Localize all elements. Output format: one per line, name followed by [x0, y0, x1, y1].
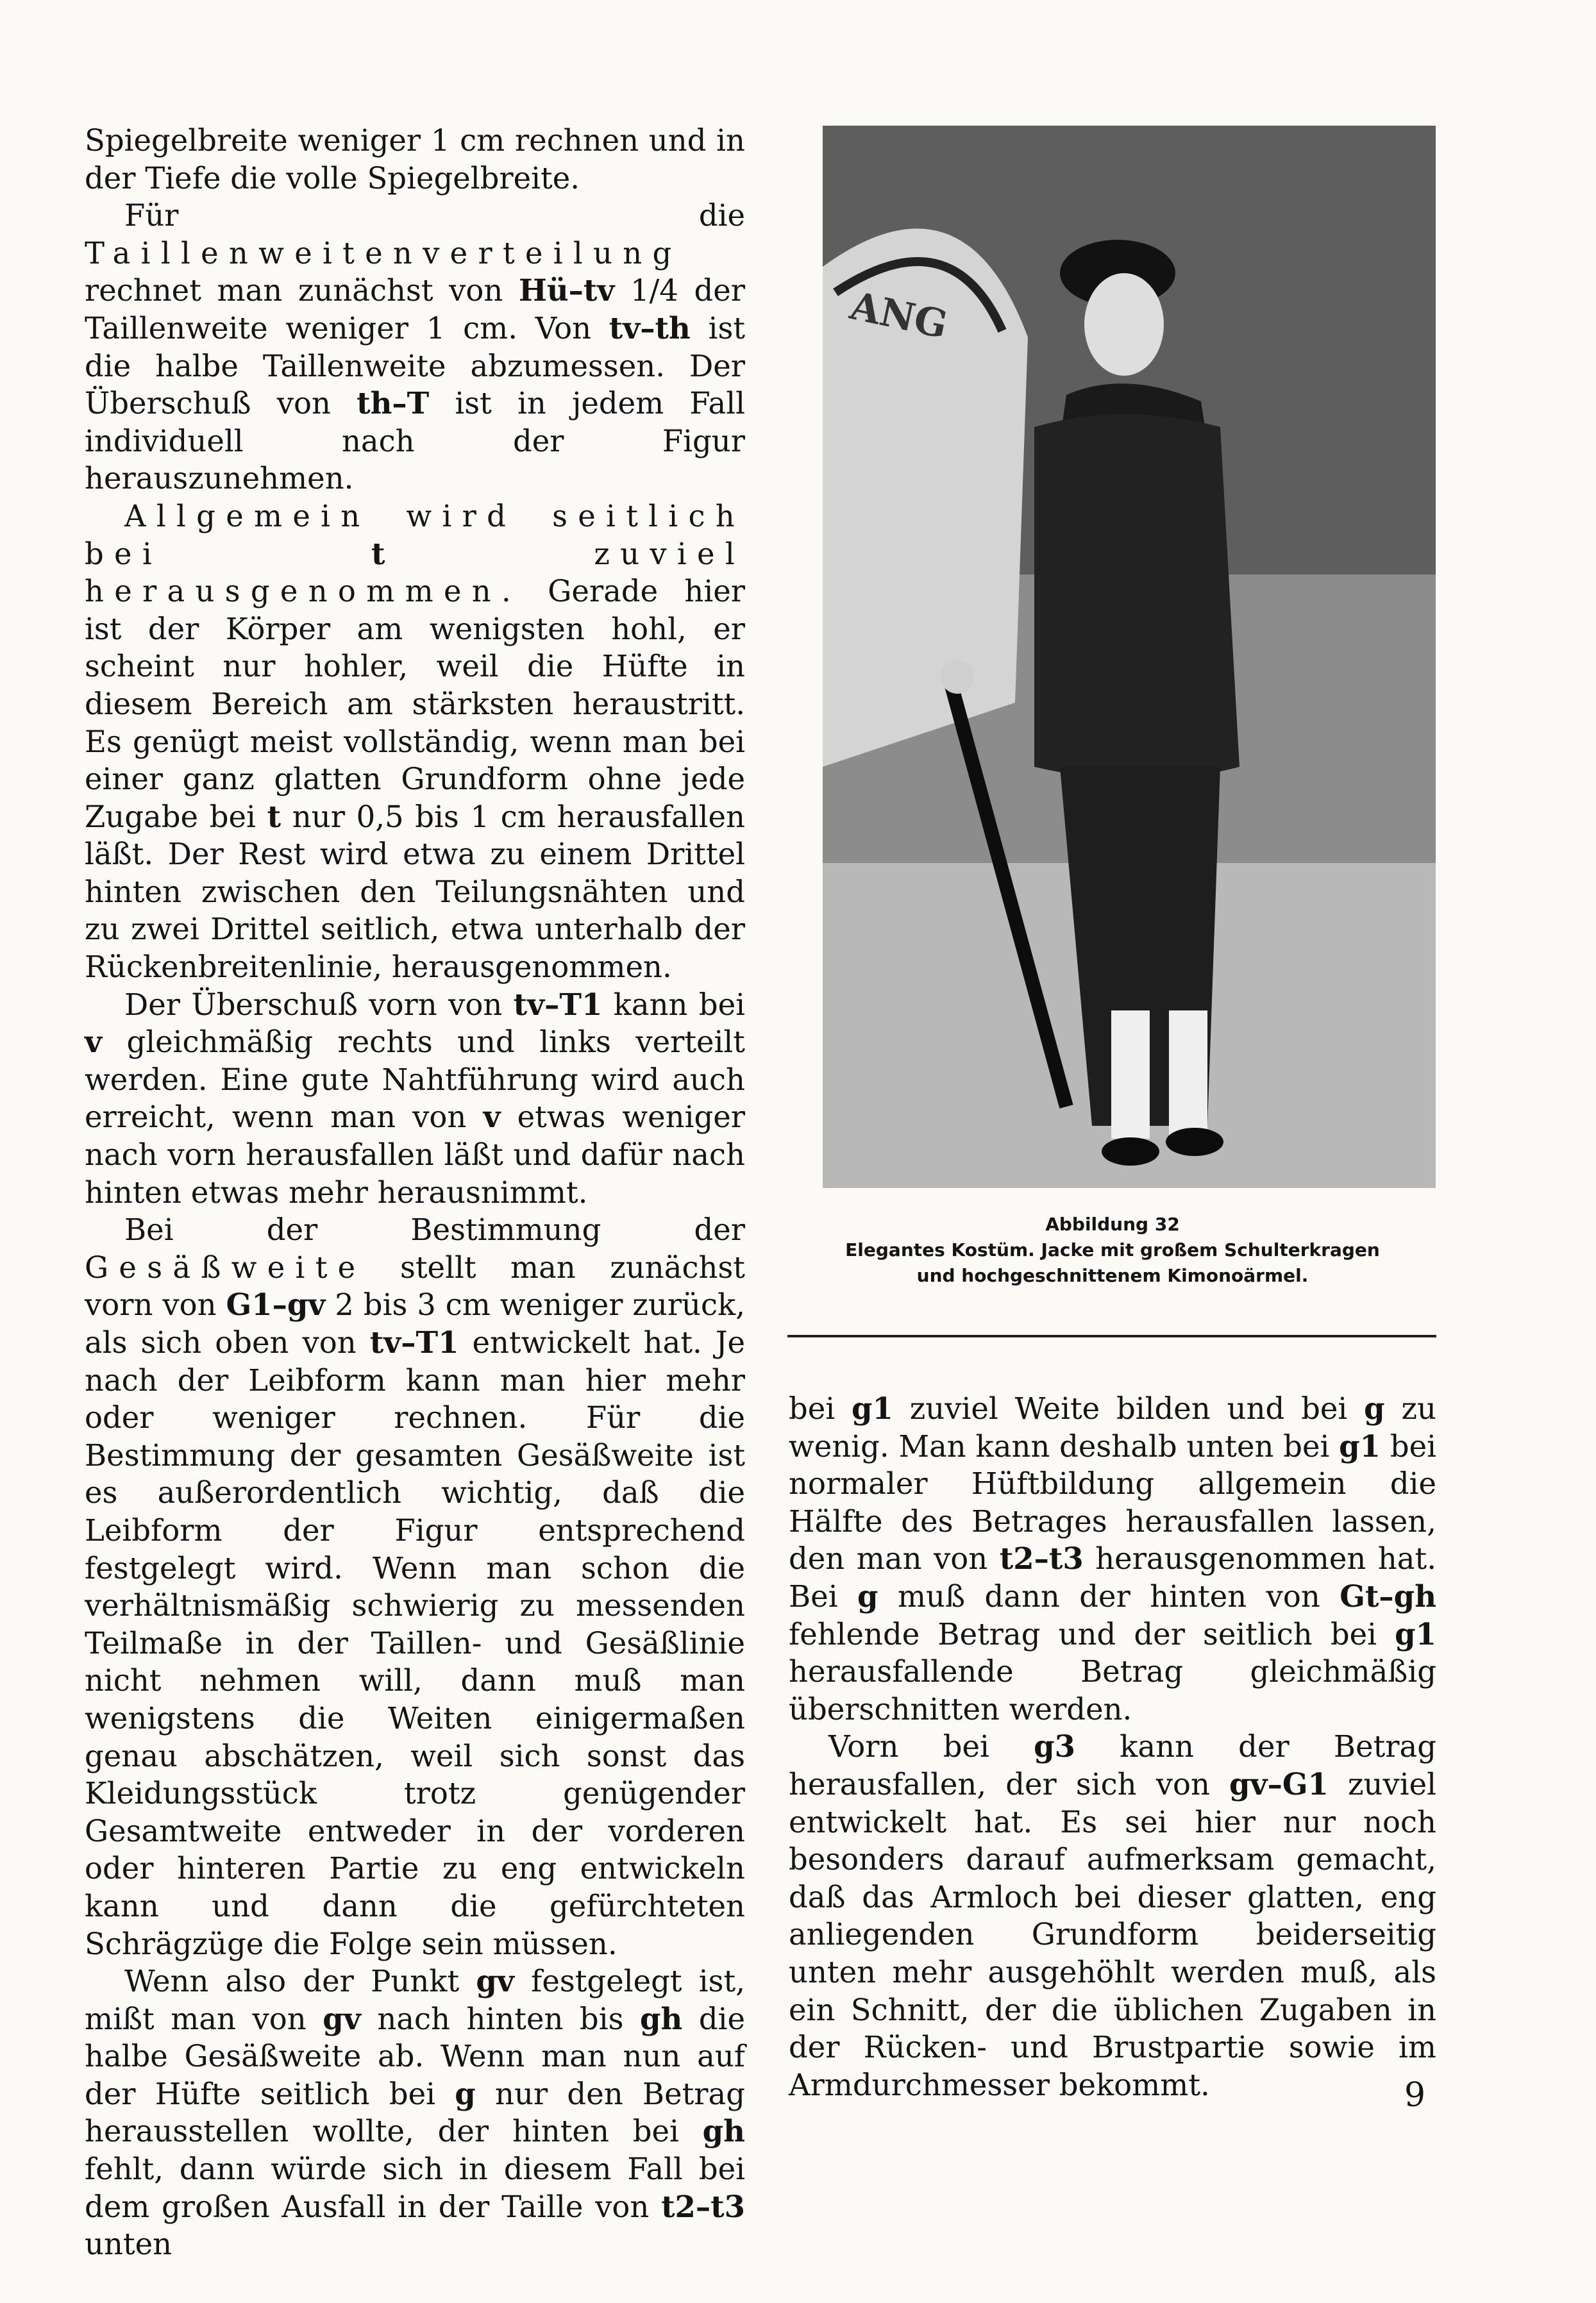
face [1084, 273, 1164, 376]
page-number: 9 [1404, 2076, 1426, 2115]
paragraph-8: Vorn bei g3 kann der Betrag herausfallen, der sich von gv–G1 zuviel entwickelt hat. Es sei hier nur noch besonders darauf aufmerksam gemacht, daß das Armloch bei dieser glatten, eng anliegenden Grundform beiderseitig unten mehr ausgehöhlt werden muß, als ein Schnitt, der die üblichen Zugaben in der Rücken- und Brustpartie sowie im Armdurchmesser bekommt. [789, 1729, 1437, 2102]
photo-illustration [823, 126, 1436, 1188]
left-column [85, 122, 745, 2263]
caption-line-1: Elegantes Kostüm. Jacke mit großem Schulterkragen [845, 1239, 1380, 1260]
paragraph-3: Allgemein wird seitlich bei t zuviel herausgenommen. Gerade hier ist der Körper am wenigsten hohl, er scheint nur hohler, weil die Hüfte in diesem Bereich am stärksten heraustritt. Es genügt meist vollständig, wenn man bei einer ganz glatten Grundform ohne jede Zugabe bei t nur 0,5 bis 1 cm herausfallen läßt. Der Rest wird etwa zu einem Drittel hinten zwischen den Teilungsnähten und zu zwei Drittel seitlich, etwa unterhalb der Rückenbreitenlinie, herausgenommen. [85, 498, 745, 985]
caption-line-2: und hochgeschnittenem Kimonoärmel. [916, 1265, 1309, 1286]
sign-text: ANG [846, 283, 952, 348]
paragraph-4: Der Überschuß vorn von tv–T1 kann bei v gleichmäßig rechts und links verteilt werden. Eine gute Nahtführung wird auch erreicht, wenn man von v etwas weniger nach vorn herausfallen läßt und dafür nach hinten etwas mehr herausnimmt. [85, 986, 746, 1210]
figure-caption [789, 1212, 1436, 1289]
paragraph-5: Bei der Bestimmung der Gesäßweite stellt man zunächst vorn von G1–gv 2 bis 3 cm weniger zurück, als sich oben von tv–T1 entwickelt hat. Je nach der Leibform kann man hier mehr oder weniger rechnen. Für die Bestimmung der gesamten Gesäßweite ist es außerordentlich wichtig, daß die Leibform der Figur entsprechend festgelegt wird. Wenn man schon die verhältnismäßig schwierig zu messenden Teilmaße in der Taillen- und Gesäßlinie nicht nehmen will, dann muß man wenigstens die Weiten einigermaßen genau abschätzen, weil sich sonst das Kleidungsstück trotz genügender Gesamtweite entweder in der vorderen oder hinteren Partie zu eng entwickeln kann und dann die gefürchteten Schrägzüge die Folge sein müssen. [85, 1212, 746, 1961]
paragraph-2: Für die Taillenweitenverteilung rechnet man zunächst von Hü–tv 1/4 der Taillenweite weniger 1 cm. Von tv–th ist die halbe Taillenweite abzumessen. Der Überschuß von th–T ist in jedem Fall individuell nach der Figur herauszunehmen. [85, 198, 745, 496]
paragraph-6: Wenn also der Punkt gv festgelegt ist, mißt man von gv nach hinten bis gh die halbe Gesäßweite ab. Wenn man nun auf der Hüfte seitlich bei g nur den Betrag herausstellen wollte, der hinten bei gh fehlt, dann würde sich in diesem Fall bei dem großen Ausfall in der Taille von t2–t3 unten [85, 1963, 746, 2262]
paragraph-7: bei g1 zuviel Weite bilden und bei g zu wenig. Man kann deshalb unten bei g1 bei normaler Hüftbildung allgemein die Hälfte des Betrages herausfallen lassen, den man von t2–t3 herausgenommen hat. Bei g muß dann der hinten von Gt–gh fehlende Betrag und der seitlich bei g1 herausfallende Betrag gleichmäßig überschnitten werden. [789, 1391, 1436, 1727]
fashion-photo [823, 126, 1436, 1188]
figure-label: Abbildung 32 [1045, 1214, 1180, 1235]
divider-rule [787, 1335, 1436, 1337]
right-column [789, 1390, 1436, 2104]
jacket [1034, 414, 1239, 780]
paragraph-1: Spiegelbreite weniger 1 cm rechnen und in der Tiefe die volle Spiegelbreite. [85, 123, 745, 196]
